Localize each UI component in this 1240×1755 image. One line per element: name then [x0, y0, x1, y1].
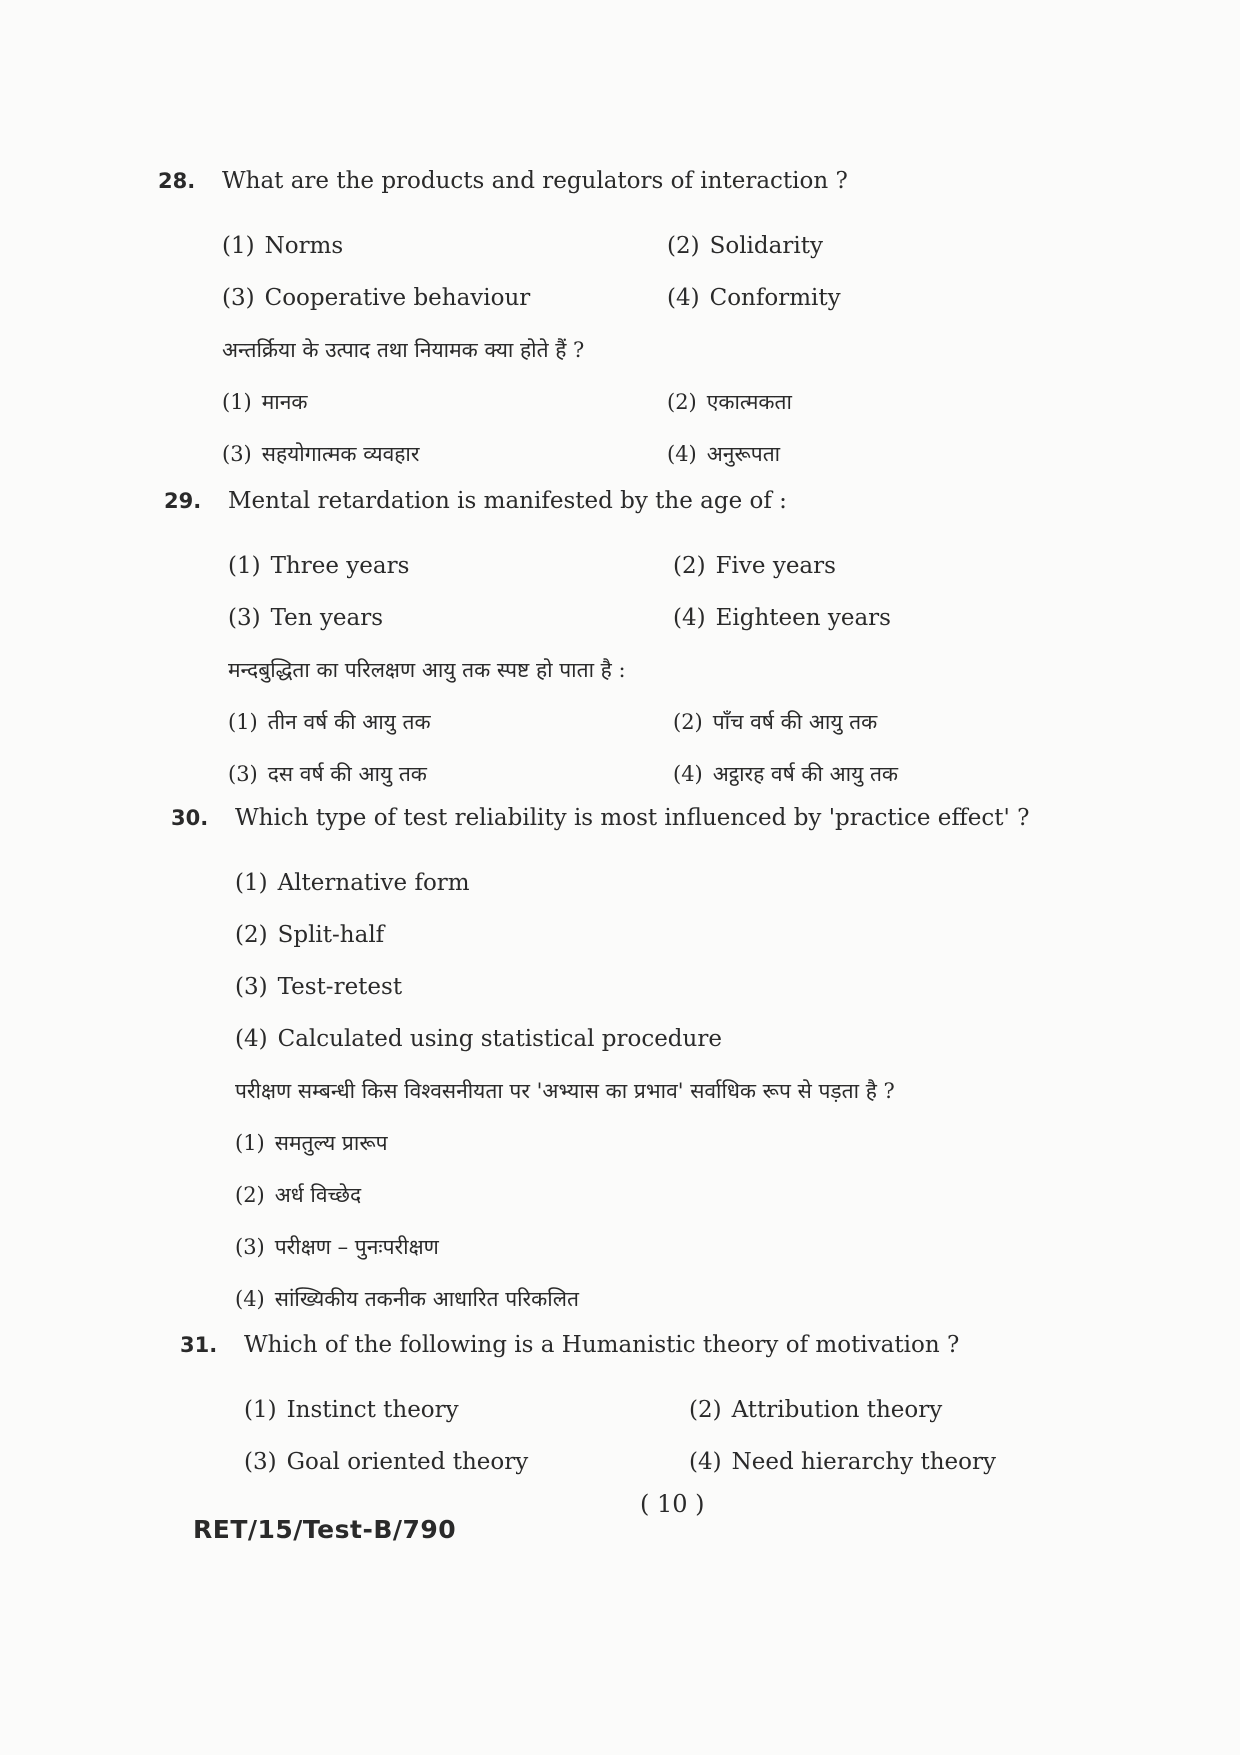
page-number: ( 10 )	[640, 1490, 705, 1518]
option-4: (4) Calculated using statistical procedure	[235, 1026, 722, 1052]
option-hi-2: (2) पाँच वर्ष की आयु तक	[673, 710, 878, 734]
question-number: 31.	[180, 1333, 218, 1357]
option-1: (1) Alternative form	[235, 870, 470, 896]
option-hi-2: (2) अर्ध विच्छेद	[235, 1183, 362, 1207]
option-3: (3) Test-retest	[235, 974, 403, 1000]
options-en	[164, 540, 1064, 644]
question-text-en: What are the products and regulators of interaction ?	[222, 168, 848, 194]
question-text-hi: मन्दबुद्धिता का परिलक्षण आयु तक स्पष्ट हो पाता है :	[228, 658, 626, 682]
option-hi-3: (3) सहयोगात्मक व्यवहार	[222, 442, 420, 466]
options-en	[171, 857, 1071, 1065]
option-4: (4) Conformity	[667, 285, 841, 311]
question-28	[158, 168, 1058, 480]
option-hi-2: (2) एकात्मकता	[667, 390, 792, 414]
question-30	[171, 805, 1071, 1325]
option-hi-3: (3) दस वर्ष की आयु तक	[228, 762, 427, 786]
question-text-en: Which type of test reliability is most influenced by 'practice effect' ?	[235, 805, 1030, 831]
question-number: 28.	[158, 169, 196, 193]
option-2: (2) Split-half	[235, 922, 385, 948]
option-3: (3) Goal oriented theory	[244, 1449, 529, 1475]
option-3: (3) Cooperative behaviour	[222, 285, 531, 311]
question-text-hi: अन्तर्क्रिया के उत्पाद तथा नियामक क्या होते हैं ?	[222, 338, 585, 362]
question-text-hi: परीक्षण सम्बन्धी किस विश्वसनीयता पर 'अभ्यास का प्रभाव' सर्वाधिक रूप से पड़ता है ?	[235, 1079, 895, 1103]
option-2: (2) Five years	[673, 553, 836, 579]
option-3: (3) Ten years	[228, 605, 383, 631]
question-number: 30.	[171, 806, 209, 830]
question-29	[164, 488, 1064, 800]
option-hi-3: (3) परीक्षण – पुनःपरीक्षण	[235, 1235, 439, 1259]
option-hi-1: (1) समतुल्य प्रारूप	[235, 1131, 388, 1155]
option-4: (4) Eighteen years	[673, 605, 891, 631]
options-en	[158, 220, 1058, 324]
test-code: RET/15/Test-B/790	[193, 1515, 457, 1544]
option-2: (2) Attribution theory	[689, 1397, 943, 1423]
option-hi-4: (4) सांख्यिकीय तकनीक आधारित परिकलित	[235, 1287, 579, 1311]
option-2: (2) Solidarity	[667, 233, 823, 259]
option-4: (4) Need hierarchy theory	[689, 1449, 996, 1475]
question-text-en: Mental retardation is manifested by the age of :	[228, 488, 787, 514]
options-en	[180, 1384, 1080, 1488]
question-number: 29.	[164, 489, 202, 513]
option-hi-1: (1) मानक	[222, 390, 308, 414]
option-1: (1) Three years	[228, 553, 410, 579]
option-hi-4: (4) अट्ठारह वर्ष की आयु तक	[673, 762, 899, 786]
options-hi	[164, 696, 1064, 800]
option-1: (1) Norms	[222, 233, 344, 259]
option-1: (1) Instinct theory	[244, 1397, 459, 1423]
options-hi	[171, 1117, 1071, 1325]
question-31	[180, 1332, 1080, 1488]
option-hi-4: (4) अनुरूपता	[667, 442, 781, 466]
options-hi	[158, 376, 1058, 480]
question-text-en: Which of the following is a Humanistic theory of motivation ?	[244, 1332, 960, 1358]
option-hi-1: (1) तीन वर्ष की आयु तक	[228, 710, 431, 734]
